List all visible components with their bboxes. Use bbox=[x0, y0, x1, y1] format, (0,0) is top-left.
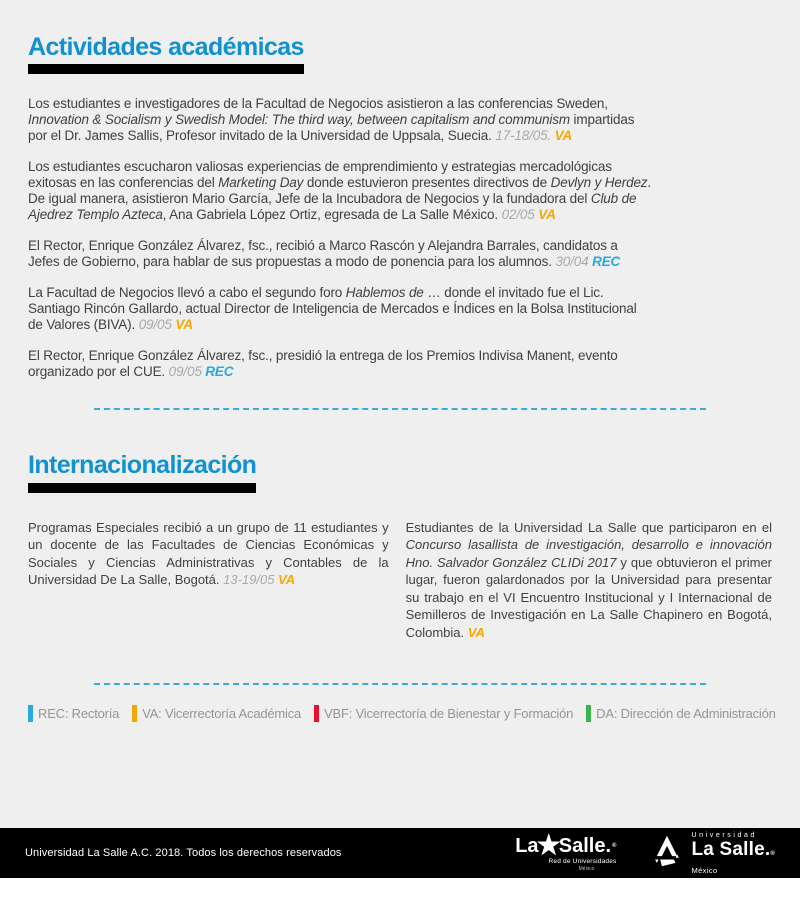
legend-item-rec bbox=[28, 705, 119, 722]
academicas-paragraphs bbox=[28, 96, 772, 380]
section-internacionalizacion-header bbox=[28, 452, 256, 492]
legend-label-da: DA: Dirección de Administración bbox=[596, 706, 776, 721]
column-concurso-clidi: Estudiantes de la Universidad La Salle que participaron en el Concurso lasallista de investigación, desarrollo e innovación Hno. Salvador González CLIDi 2017 y que obtuvieron el primer lugar, fueron galardonados por la Universidad para presentar su trabajo en el VI Encuentro Institucional y I Internacional de Semilleros de Investigación en La Salle Chapinero en Bogotá, Colombia. VA bbox=[405, 519, 773, 640]
copyright-text: Universidad La Salle A.C. 2018. Todos los derechos reservados bbox=[25, 847, 342, 859]
title-underline-bar bbox=[28, 483, 256, 493]
legend-label-va: VA: Vicerrectoría Académica bbox=[142, 706, 302, 721]
universidad-lasalle-wordmark bbox=[691, 832, 775, 875]
logo-name: La Salle. bbox=[691, 838, 771, 860]
section-internacionalizacion bbox=[28, 452, 772, 641]
lasalle-red-universidades-logo bbox=[515, 829, 617, 872]
legend-color-bar-va bbox=[132, 705, 137, 722]
star-icon: ★ bbox=[536, 829, 561, 860]
logo-country: México bbox=[578, 865, 595, 872]
registered-mark: ® bbox=[770, 850, 775, 857]
dashed-divider bbox=[94, 683, 706, 685]
lasalle-red-wordmark bbox=[515, 829, 617, 860]
registered-mark: ® bbox=[612, 842, 617, 849]
lasalle-emblem-icon bbox=[650, 834, 684, 873]
tag-legend bbox=[28, 705, 776, 722]
bottom-white-strip bbox=[0, 878, 800, 900]
section-title-internacionalizacion: Internacionalización bbox=[28, 451, 257, 480]
logo-tagline: Red de Universidades bbox=[548, 857, 617, 865]
paragraph-candidatos-gobierno: El Rector, Enrique González Álvarez, fsc., recibió a Marco Rascón y Alejandra Barrales, candidatos a Jefes de Gobierno, para hablar de sus propuestas a modo de ponencia para los alumnos. 30/04 REC bbox=[28, 238, 621, 270]
legend-label-vbf: VBF: Vicerrectoría de Bienestar y Formación bbox=[324, 706, 574, 721]
paragraph-foro-hablemos-de: La Facultad de Negocios llevó a cabo el segundo foro Hablemos de … donde el invitado fue el Lic. Santiago Rincón Gallardo, actual Director de Inteligencia de Mercados e Índices en la Bolsa Institucional de Valores (BIVA). 09/05 VA bbox=[28, 285, 637, 333]
legend-color-bar-rec bbox=[28, 705, 33, 722]
title-underline-bar bbox=[28, 64, 304, 74]
legend-color-bar-da bbox=[586, 705, 591, 722]
legend-color-bar-vbf bbox=[314, 705, 319, 722]
logo-word-salle: Salle. bbox=[558, 834, 612, 857]
universidad-lasalle-mexico-logo bbox=[650, 832, 775, 875]
footer-bar bbox=[0, 828, 800, 878]
legend-item-vbf bbox=[314, 705, 573, 722]
logo-universidad-text: Universidad bbox=[691, 831, 758, 839]
legend-label-rec: REC: Rectoría bbox=[38, 706, 120, 721]
logo-mexico-text: México bbox=[691, 865, 718, 875]
legend-item-da bbox=[586, 705, 776, 722]
legend-item-va bbox=[132, 705, 301, 722]
section-title-academicas: Actividades académicas bbox=[28, 33, 304, 61]
column-programas-especiales: Programas Especiales recibió a un grupo de 11 estudiantes y un docente de las Facultades de Ciencias Económicas y Sociales y Ciencias Administrativas y Contables de la Universidad De La Salle, Bogotá. 13-19/05 VA bbox=[28, 519, 389, 587]
paragraph-marketing-day: Los estudiantes escucharon valiosas experiencias de emprendimiento y estrategias mercadológicas exitosas en las conferencias del Marketing Day donde estuvieron presentes directivos de Devlyn y Herdez. De igual manera, asistieron Mario García, Jefe de la Incubadora de Negocios y la fundadora del Club de Ajedrez Templo Azteca, Ana Gabriela López Ortiz, egresada de La Salle México. 02/05 VA bbox=[28, 159, 652, 223]
section-academicas-header bbox=[28, 34, 304, 74]
logo-lasalle-text bbox=[691, 840, 775, 864]
dashed-divider bbox=[94, 408, 706, 410]
logo-word-la: La bbox=[515, 834, 539, 857]
paragraph-premios-indivisa: El Rector, Enrique González Álvarez, fsc., presidió la entrega de los Premios Indivisa Manent, evento organizado por el CUE. 09/05 REC bbox=[28, 348, 618, 380]
paragraph-conferencias-sweden: Los estudiantes e investigadores de la Facultad de Negocios asistieron a las conferencias Sweden, Innovation & Socialism y Swedish Model: The third way, between capitalism and communism impartidas por el Dr. James Sallis, Profesor invitado de la Universidad de Uppsala, Suecia. 17-18/05. VA bbox=[28, 96, 635, 144]
internacionalizacion-columns bbox=[28, 519, 772, 642]
